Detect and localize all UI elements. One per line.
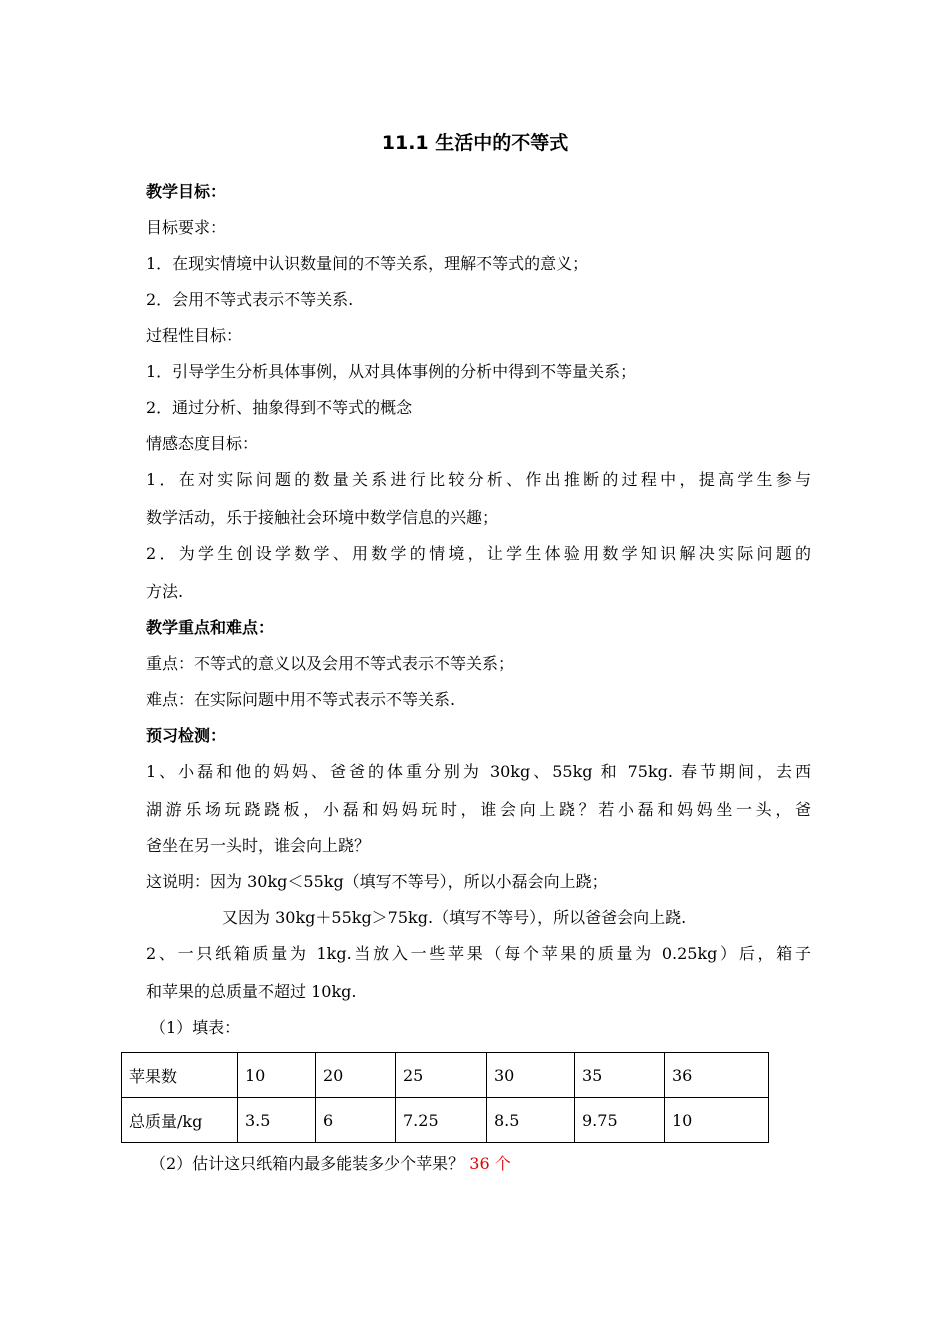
question-2-part-2-text: （2）估计这只纸箱内最多能装多少个苹果？ [150, 1154, 465, 1173]
table-cell: 30 [487, 1053, 575, 1098]
question-2-answer: 36 个 [469, 1154, 511, 1173]
question-2-line-1: 2、一只纸箱质量为 1kg.当放入一些苹果（每个苹果的质量为 0.25kg）后，箱子 [146, 944, 811, 963]
process-goal-1: 1．引导学生分析具体事例，从对具体事例的分析中得到不等量关系； [146, 362, 637, 381]
goal-requirement-1: 1．在现实情境中认识数量间的不等关系，理解不等式的意义； [146, 254, 589, 273]
process-goal-2: 2．通过分析、抽象得到不等式的概念 [146, 398, 413, 417]
table-row-apple-count [122, 1053, 769, 1098]
question-1-explanation-2: 又因为 30kg＋55kg＞75kg.（填写不等号），所以爸爸会向上跷. [222, 908, 687, 927]
key-point: 重点：不等式的意义以及会用不等式表示不等关系； [146, 654, 515, 673]
table-row-total-mass [122, 1098, 769, 1143]
question-1-explanation-1: 这说明：因为 30kg＜55kg（填写不等号），所以小磊会向上跷； [146, 872, 608, 891]
process-goals-label: 过程性目标： [146, 326, 243, 345]
table-cell: 10 [238, 1053, 316, 1098]
table-cell: 10 [665, 1098, 769, 1143]
question-1-line-3: 爸坐在另一头时，谁会向上跷？ [146, 836, 371, 855]
question-1-line-1: 1、小磊和他的妈妈、爸爸的体重分别为 30kg、55kg 和 75kg. 春节期间，去西 [146, 762, 811, 781]
table-cell: 3.5 [238, 1098, 316, 1143]
table-cell: 总质量/kg [122, 1098, 238, 1143]
emotion-goals-label: 情感态度目标： [146, 434, 259, 453]
question-2-part-2 [150, 1152, 815, 1176]
table-cell: 苹果数 [122, 1053, 238, 1098]
question-1-line-2: 湖游乐场玩跷跷板，小磊和妈妈玩时，谁会向上跷？若小磊和妈妈坐一头，爸 [146, 800, 811, 819]
table-cell: 9.75 [575, 1098, 665, 1143]
table-cell: 6 [316, 1098, 396, 1143]
emotion-goal-1-line-2: 数学活动，乐于接触社会环境中数学信息的兴趣； [146, 508, 499, 527]
key-difficult-heading: 教学重点和难点： [146, 618, 275, 637]
preview-heading: 预习检测： [146, 726, 227, 745]
page-title: 11.1 生活中的不等式 [381, 132, 569, 154]
table-cell: 20 [316, 1053, 396, 1098]
table-cell: 8.5 [487, 1098, 575, 1143]
table-cell: 36 [665, 1053, 769, 1098]
table-cell: 35 [575, 1053, 665, 1098]
question-2-part-1: （1）填表： [150, 1018, 241, 1037]
emotion-goal-2-line-1: 2．为学生创设学数学、用数学的情境，让学生体验用数学知识解决实际问题的 [146, 544, 811, 563]
goal-requirements-label: 目标要求： [146, 218, 227, 237]
objectives-heading: 教学目标： [146, 182, 227, 201]
emotion-goal-2-line-2: 方法. [146, 582, 184, 601]
table-cell: 25 [396, 1053, 487, 1098]
goal-requirement-2: 2．会用不等式表示不等关系. [146, 290, 354, 309]
fill-in-table [121, 1052, 769, 1143]
question-2-line-2: 和苹果的总质量不超过 10kg. [146, 982, 357, 1001]
emotion-goal-1-line-1: 1．在对实际问题的数量关系进行比较分析、作出推断的过程中，提高学生参与 [146, 470, 811, 489]
table-cell: 7.25 [396, 1098, 487, 1143]
difficult-point: 难点：在实际问题中用不等式表示不等关系. [146, 690, 456, 709]
